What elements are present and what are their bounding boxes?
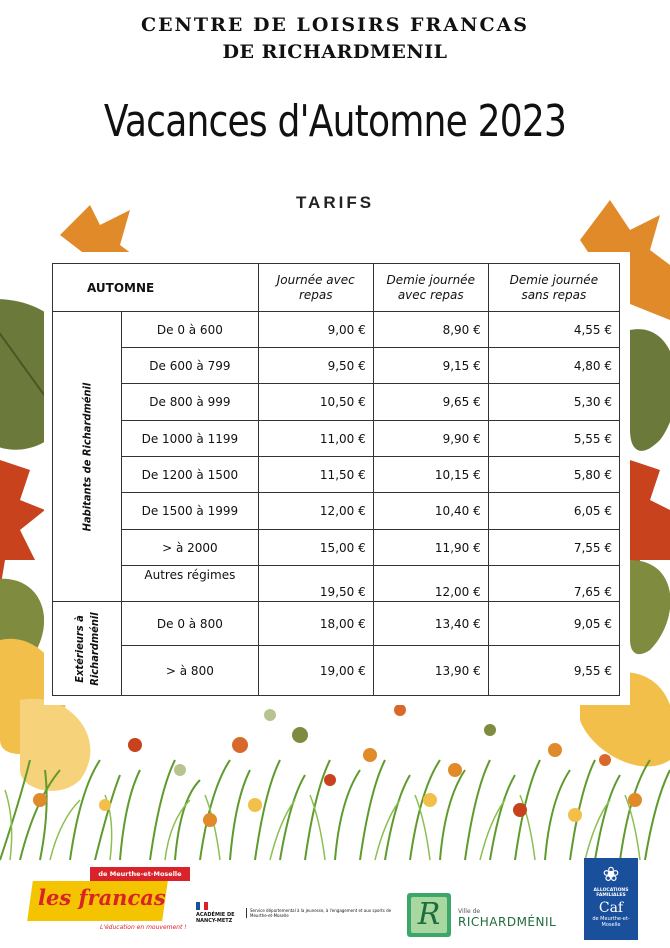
- price-cell: 9,65 €: [373, 384, 488, 421]
- group-label: Extérieurs à Richardménil: [73, 611, 101, 686]
- income-band: De 0 à 800: [122, 602, 259, 646]
- price-cell: 4,80 €: [488, 348, 619, 384]
- price-cell: 9,50 €: [258, 348, 373, 384]
- income-band: De 1500 à 1999: [122, 493, 259, 530]
- family-icon: ❀: [602, 862, 620, 886]
- table-header-row: [53, 264, 620, 312]
- price-cell: 7,65 €: [488, 566, 619, 602]
- col-header-3: Demie journée sans repas: [488, 264, 619, 312]
- caf-name: Caf: [598, 900, 624, 916]
- price-cell: 5,30 €: [488, 384, 619, 421]
- group-label-cell: [53, 312, 122, 602]
- price-cell: 10,40 €: [373, 493, 488, 530]
- francas-tagline: L'éducation en mouvement !: [100, 924, 187, 931]
- income-band: De 1200 à 1500: [122, 457, 259, 493]
- income-band: De 1000 à 1199: [122, 421, 259, 457]
- price-cell: 4,55 €: [488, 312, 619, 348]
- caf-logo: [584, 858, 638, 940]
- price-cell: 7,55 €: [488, 530, 619, 566]
- green-leaf-right: [630, 329, 670, 451]
- francas-region: de Meurthe-et-Moselle: [90, 867, 190, 881]
- price-cell: 11,00 €: [258, 421, 373, 457]
- price-cell: 15,00 €: [258, 530, 373, 566]
- price-cell: 9,15 €: [373, 348, 488, 384]
- table-row: [53, 457, 620, 493]
- table-row: [53, 646, 620, 696]
- price-cell: 5,80 €: [488, 457, 619, 493]
- academie-text: ACADÉMIE DE NANCY-METZ: [196, 912, 235, 924]
- corner-cell: AUTOMNE: [53, 264, 259, 312]
- income-band: > à 2000: [122, 530, 259, 566]
- table-row: [53, 348, 620, 384]
- francas-name: les francas: [38, 885, 166, 910]
- price-cell: 10,15 €: [373, 457, 488, 493]
- col-header-2: Demie journée avec repas: [373, 264, 488, 312]
- income-band: De 800 à 999: [122, 384, 259, 421]
- page-title: Vacances d'Automne 2023: [103, 96, 567, 147]
- price-cell: 9,05 €: [488, 602, 619, 646]
- red-leaf-left: [0, 460, 45, 590]
- price-cell: 10,50 €: [258, 384, 373, 421]
- center-name: CENTRE DE LOISIRS FRANCAS: [140, 14, 530, 36]
- price-cell: 12,00 €: [258, 493, 373, 530]
- table-row: [53, 384, 620, 421]
- tariff-table: [52, 263, 620, 696]
- ville-name: RICHARDMÉNIL: [458, 915, 557, 929]
- price-cell: 9,55 €: [488, 646, 619, 696]
- group-label-cell: [53, 602, 122, 696]
- flower-dots: [33, 704, 642, 827]
- price-cell: 9,00 €: [258, 312, 373, 348]
- caf-line2: de Meurthe-et-Moselle: [592, 916, 630, 928]
- table-row: [53, 530, 620, 566]
- grass-band-light: [5, 790, 640, 860]
- academie-logo: [196, 902, 241, 924]
- price-cell: 18,00 €: [258, 602, 373, 646]
- green-leaf-right-low: [630, 560, 670, 654]
- income-band: Autres régimes: [122, 566, 259, 602]
- center-location: DE RICHARDMENIL: [222, 41, 448, 63]
- income-band: De 0 à 600: [122, 312, 259, 348]
- table-row: [53, 602, 620, 646]
- income-band: De 600 à 799: [122, 348, 259, 384]
- caf-line1: ALLOCATIONS FAMILIALES: [593, 888, 629, 898]
- grass-band: [0, 760, 670, 860]
- ville-prefix: Ville de: [458, 908, 481, 915]
- francas-logo: [30, 867, 190, 939]
- table-row: [53, 421, 620, 457]
- price-cell: 13,40 €: [373, 602, 488, 646]
- price-cell: 12,00 €: [373, 566, 488, 602]
- table-row: [53, 493, 620, 530]
- price-cell: 6,05 €: [488, 493, 619, 530]
- price-cell: 8,90 €: [373, 312, 488, 348]
- price-cell: 11,50 €: [258, 457, 373, 493]
- price-cell: 11,90 €: [373, 530, 488, 566]
- price-cell: 9,90 €: [373, 421, 488, 457]
- table-row: [53, 312, 620, 348]
- price-cell: 19,50 €: [258, 566, 373, 602]
- service-text: Service départemental à la jeunesse, à l'engagement et aux sports de Meurthe-et-Moselle: [246, 908, 400, 918]
- group-label: Habitants de Richardménil: [80, 382, 94, 531]
- table-row: [53, 566, 620, 602]
- richardmenil-r-logo: R: [407, 893, 451, 937]
- income-band: > à 800: [122, 646, 259, 696]
- col-header-1: Journée avec repas: [258, 264, 373, 312]
- price-cell: 5,55 €: [488, 421, 619, 457]
- price-cell: 13,90 €: [373, 646, 488, 696]
- page-subtitle: TARIFS: [295, 193, 375, 212]
- price-cell: 19,00 €: [258, 646, 373, 696]
